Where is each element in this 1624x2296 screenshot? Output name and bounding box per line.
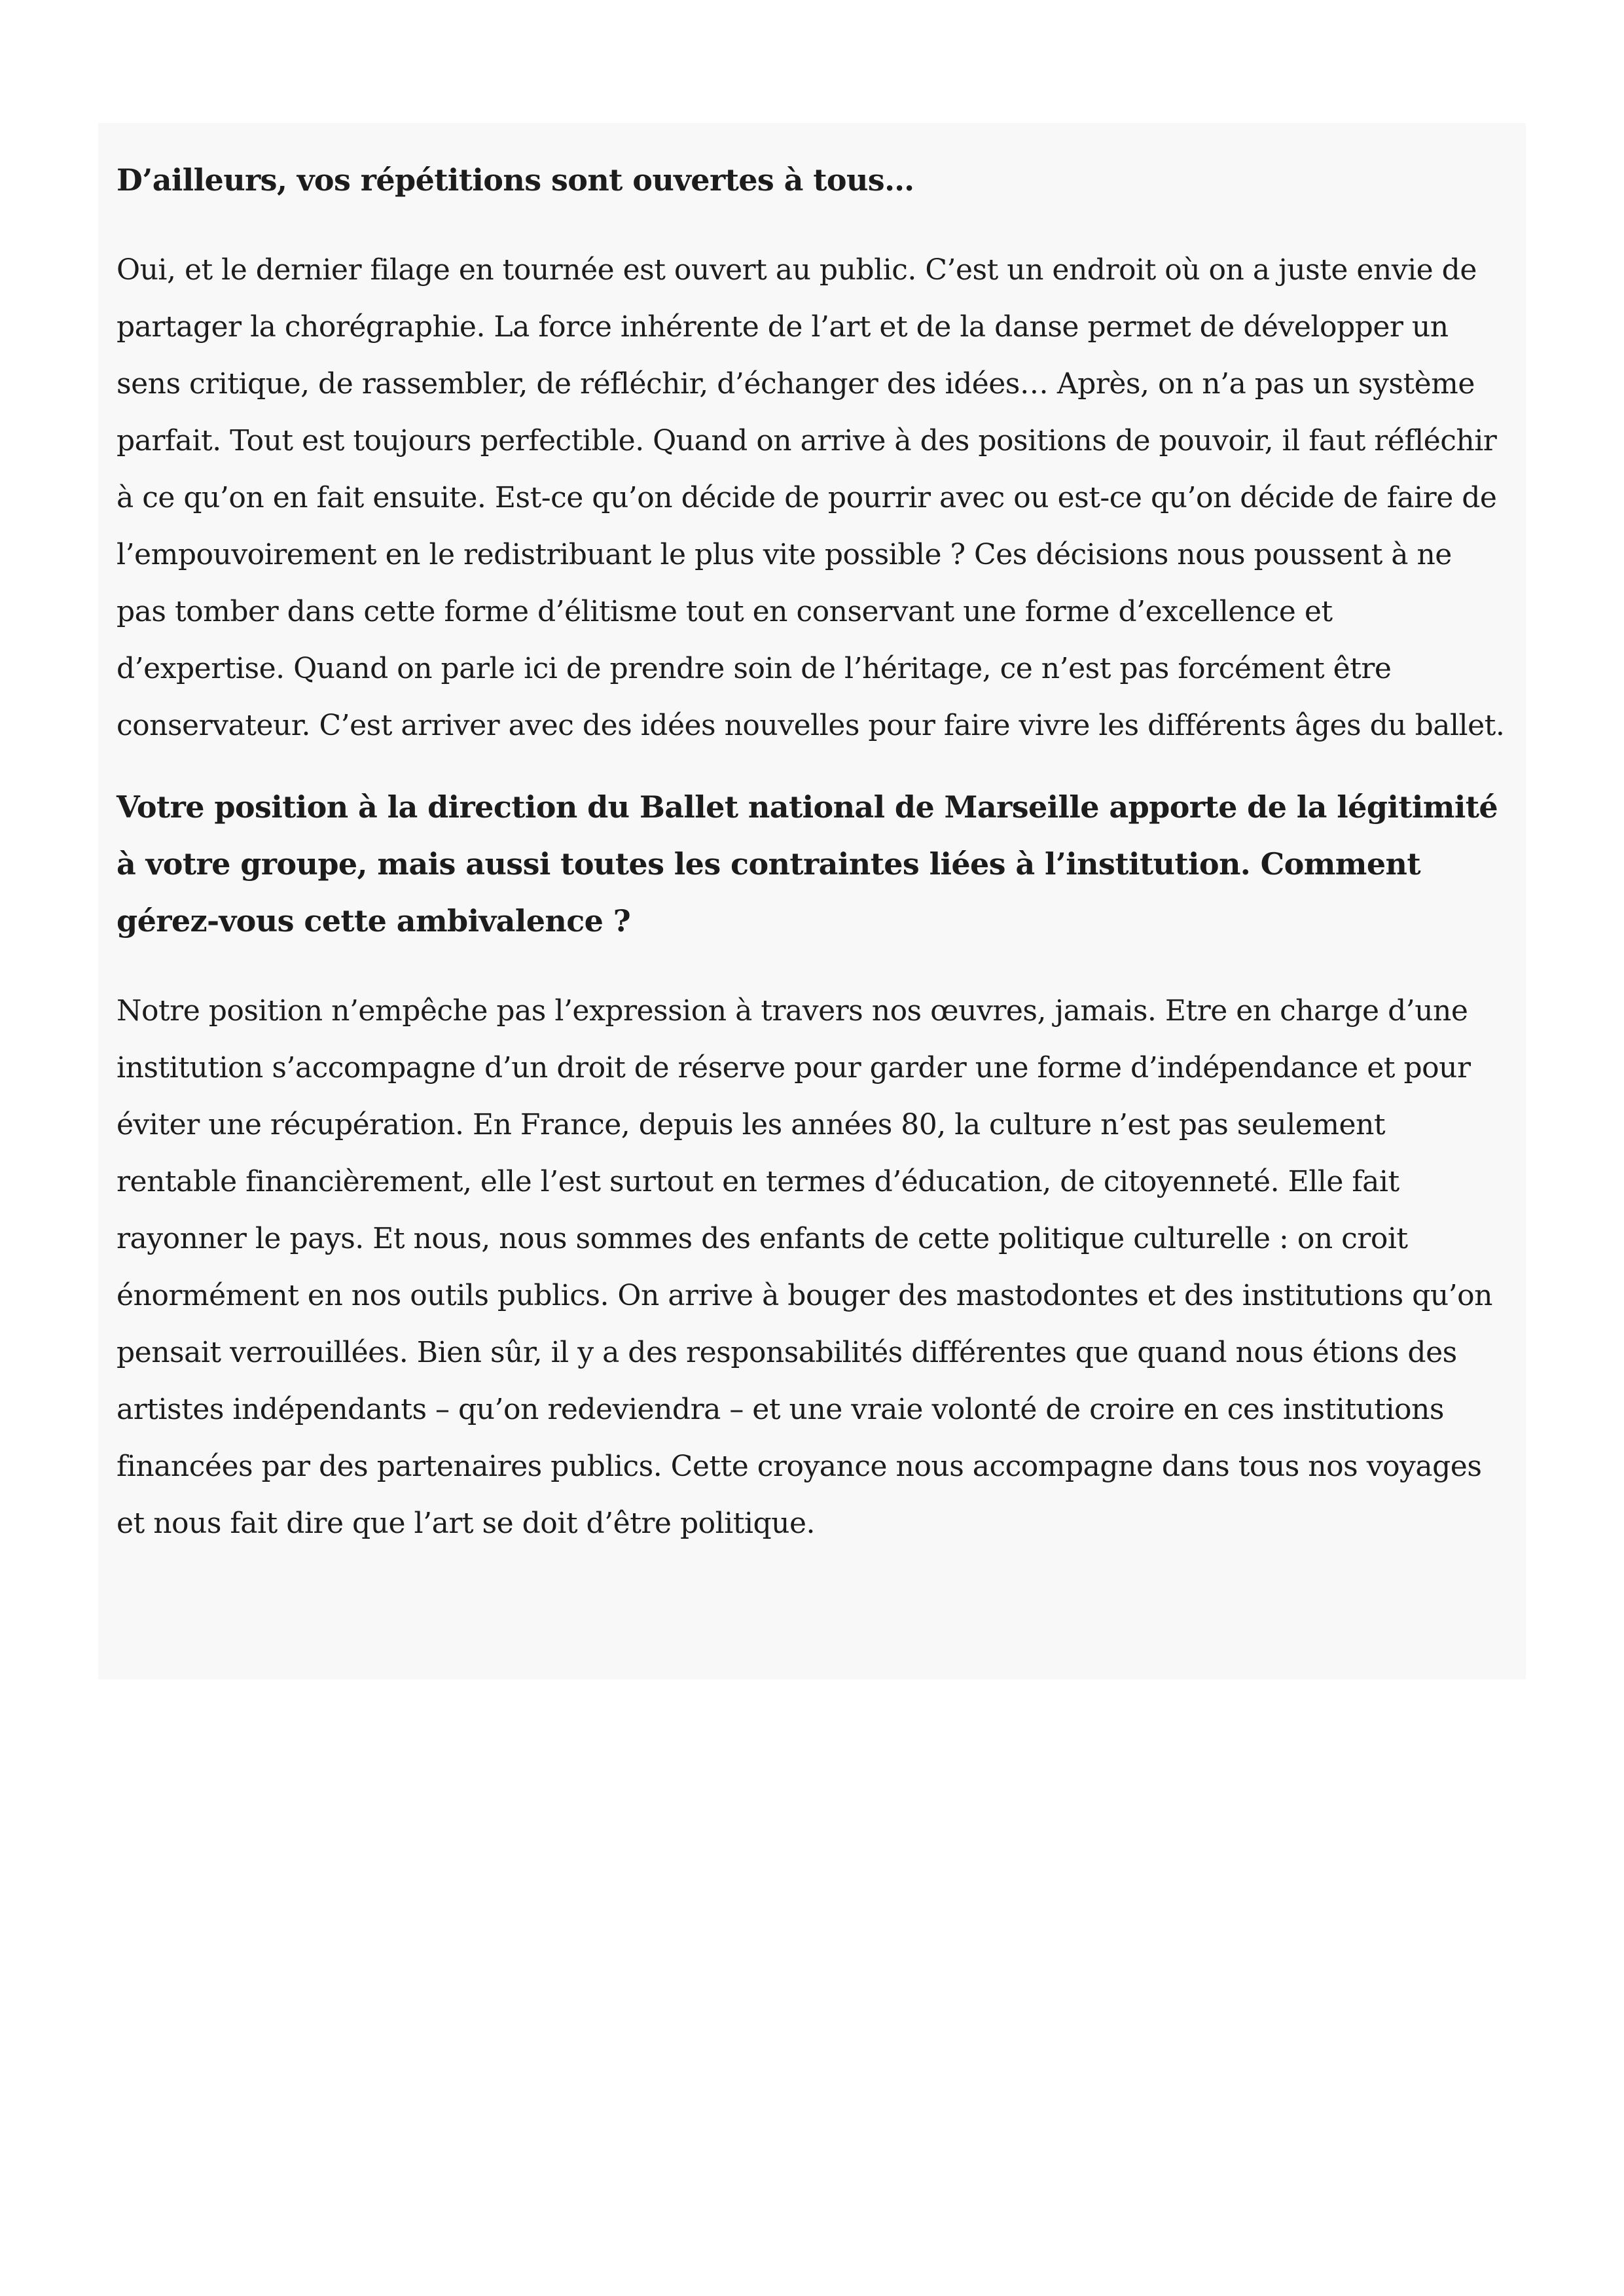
interview-question-2: Votre position à la direction du Ballet national de Marseille apporte de la légitimité à votre groupe, mais aussi toutes les contraintes liées à l’institution. Comment gérez-vous cette ambivalence ?	[117, 789, 1498, 939]
interview-question-1: D’ailleurs, vos répétitions sont ouvertes à tous…	[117, 162, 914, 198]
article-panel	[98, 123, 1526, 1679]
interview-answer-1: Oui, et le dernier filage en tournée est ouvert au public. C’est un endroit où on a juste envie de partager la chorégraphie. La force inhérente de l’art et de la danse permet de développer un sens critique, de rassembler, de réfléchir, d’échanger des idées… Après, on n’a pas un système parfait. Tout est toujours perfectible. Quand on arrive à des positions de pouvoir, il faut réfléchir à ce qu’on en fait ensuite. Est-ce qu’on décide de pourrir avec ou est-ce qu’on décide de faire de l’empouvoirement en le redistribuant le plus vite possible ? Ces décisions nous poussent à ne pas tomber dans cette forme d’élitisme tout en conservant une forme d’excellence et d’expertise. Quand on parle ici de prendre soin de l’héritage, ce n’est pas forcément être conservateur. C’est arriver avec des idées nouvelles pour faire vivre les différents âges du ballet.	[117, 253, 1505, 742]
interview-answer-2: Notre position n’empêche pas l’expression à travers nos œuvres, jamais. Etre en charge d’une institution s’accompagne d’un droit de réserve pour garder une forme d’indépendance et pour éviter une récupération. En France, depuis les années 80, la culture n’est pas seulement rentable financièrement, elle l’est surtout en termes d’éducation, de citoyenneté. Elle fait rayonner le pays. Et nous, nous sommes des enfants de cette politique culturelle : on croit énormément en nos outils publics. On arrive à bouger des mastodontes et des institutions qu’on pensait verrouillées. Bien sûr, il y a des responsabilités différentes que quand nous étions des artistes indépendants – qu’on redeviendra – et une vraie volonté de croire en ces institutions financées par des partenaires publics. Cette croyance nous accompagne dans tous nos voyages et nous fait dire que l’art se doit d’être politique.	[117, 994, 1492, 1540]
